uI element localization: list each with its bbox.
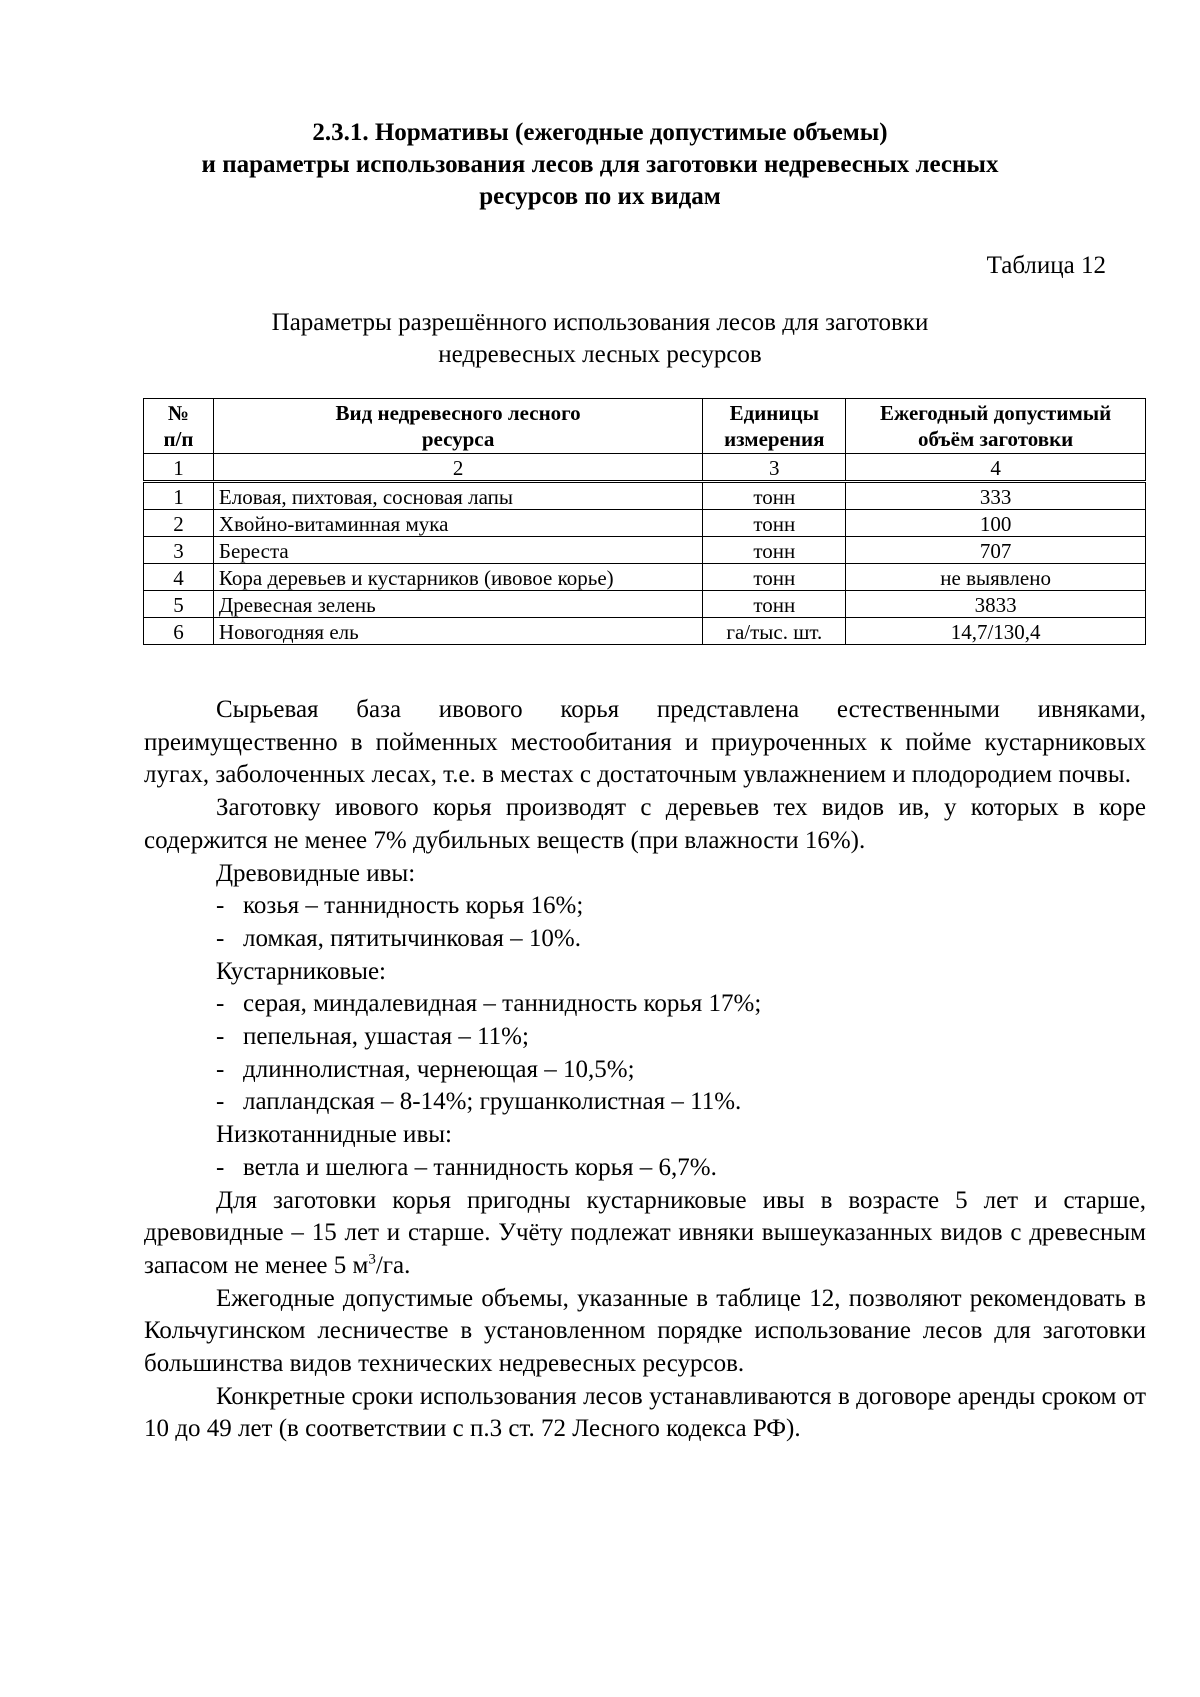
list-item: - лапландская – 8-14%; грушанколистная – 11%. <box>216 1088 742 1116</box>
table-row <box>144 537 1146 564</box>
list-item: - серая, миндалевидная – таннидность корья 17%; <box>216 990 762 1018</box>
table-number: Таблица 12 <box>986 252 1106 279</box>
list-heading-shrubs: Кустарниковые: <box>216 957 386 985</box>
header-unit: Единицы измерения <box>703 399 846 454</box>
paragraph-raw-material: Сырьевая база ивового корья представлена естественными ивняками, преимущественно в пойменных местообитания и приуроченных к пойме кустарниковых лугах, заболоченных лесах, т.е. в местах с достаточным увлажнением и плодородием почвы. <box>144 696 1146 789</box>
column-number: 3 <box>703 454 846 482</box>
header-annual-volume: Ежегодный допустимый объём заготовки <box>846 399 1146 454</box>
row-number: 3 <box>144 537 214 564</box>
row-unit: га/тыс. шт. <box>703 618 846 645</box>
column-number: 4 <box>846 454 1146 482</box>
row-number: 2 <box>144 510 214 537</box>
list-heading-tree-willows: Древовидные ивы: <box>216 859 416 887</box>
section-heading <box>140 117 1060 213</box>
table-caption <box>140 307 1060 371</box>
row-unit: тонн <box>703 564 846 591</box>
paragraph-harvesting: Заготовку ивового корья производят с деревьев тех видов ив, у которых в коре содержится не менее 7% дубильных веществ (при влажности 16%). <box>144 794 1146 854</box>
list-heading-low-tannin: Низкотаннидные ивы: <box>216 1121 452 1149</box>
table-row <box>144 482 1146 510</box>
row-volume: 333 <box>846 482 1146 510</box>
row-volume: 707 <box>846 537 1146 564</box>
row-resource-type: Еловая, пихтовая, сосновая лапы <box>213 482 702 510</box>
heading-line-1: 2.3.1. Нормативы (ежегодные допустимые объемы) <box>312 119 888 146</box>
row-resource-type: Кора деревьев и кустарников (ивовое корье) <box>213 564 702 591</box>
heading-line-2: и параметры использования лесов для заготовки недревесных лесных <box>201 151 999 178</box>
resources-table <box>143 398 1146 645</box>
table-row <box>144 564 1146 591</box>
column-number: 1 <box>144 454 214 482</box>
row-number: 5 <box>144 591 214 618</box>
row-resource-type: Древесная зелень <box>213 591 702 618</box>
body-text <box>144 694 1146 1446</box>
header-number: № п/п <box>144 399 214 454</box>
row-volume: 3833 <box>846 591 1146 618</box>
heading-line-3: ресурсов по их видам <box>479 183 721 210</box>
list-item: - ветла и шелюга – таннидность корья – 6,7%. <box>216 1153 717 1181</box>
row-number: 6 <box>144 618 214 645</box>
row-unit: тонн <box>703 537 846 564</box>
row-unit: тонн <box>703 510 846 537</box>
row-volume: 100 <box>846 510 1146 537</box>
table-row <box>144 510 1146 537</box>
row-unit: тонн <box>703 482 846 510</box>
row-volume: 14,7/130,4 <box>846 618 1146 645</box>
column-number: 2 <box>213 454 702 482</box>
list-item: - козья – таннидность корья 16%; <box>216 892 584 920</box>
list-item: - ломкая, пятитычинковая – 10%. <box>216 924 581 952</box>
row-number: 1 <box>144 482 214 510</box>
paragraph-age: Для заготовки корья пригодны кустарниковые ивы в возрасте 5 лет и старше, древовидные – 15 лет и старше. Учёту подлежат ивняки вышеуказанных видов с древесным запасом не менее 5 $м^3/га$. <box>144 1186 1146 1279</box>
caption-line-2: недревесных лесных ресурсов <box>438 341 762 368</box>
caption-line-1: Параметры разрешённого использования лесов для заготовки <box>271 309 929 336</box>
paragraph-lease-terms: Конкретные сроки использования лесов устанавливаются в договоре аренды сроком от 10 до 49 лет (в соответствии с п.3 ст. 72 Лесного кодекса РФ). <box>144 1382 1146 1443</box>
row-resource-type: Хвойно-витаминная мука <box>213 510 702 537</box>
table-row <box>144 618 1146 645</box>
row-unit: тонн <box>703 591 846 618</box>
paragraph-annual-volumes: Ежегодные допустимые объемы, указанные в таблице 12, позволяют рекомендовать в Кольчугинском лесничестве в установленном порядке использование лесов для заготовки большинства видов технических недревесных ресурсов. <box>144 1284 1146 1378</box>
row-resource-type: Новогодняя ель <box>213 618 702 645</box>
header-resource-type: Вид недревесного лесного ресурса <box>213 399 702 454</box>
list-item: - пепельная, ушастая – 11%; <box>216 1023 529 1051</box>
row-resource-type: Береста <box>213 537 702 564</box>
row-number: 4 <box>144 564 214 591</box>
list-item: - длиннолистная, чернеющая – 10,5%; <box>216 1055 635 1083</box>
column-numbers-row <box>144 454 1146 482</box>
table-row <box>144 591 1146 618</box>
table-header-row <box>144 399 1146 454</box>
row-volume: не выявлено <box>846 564 1146 591</box>
